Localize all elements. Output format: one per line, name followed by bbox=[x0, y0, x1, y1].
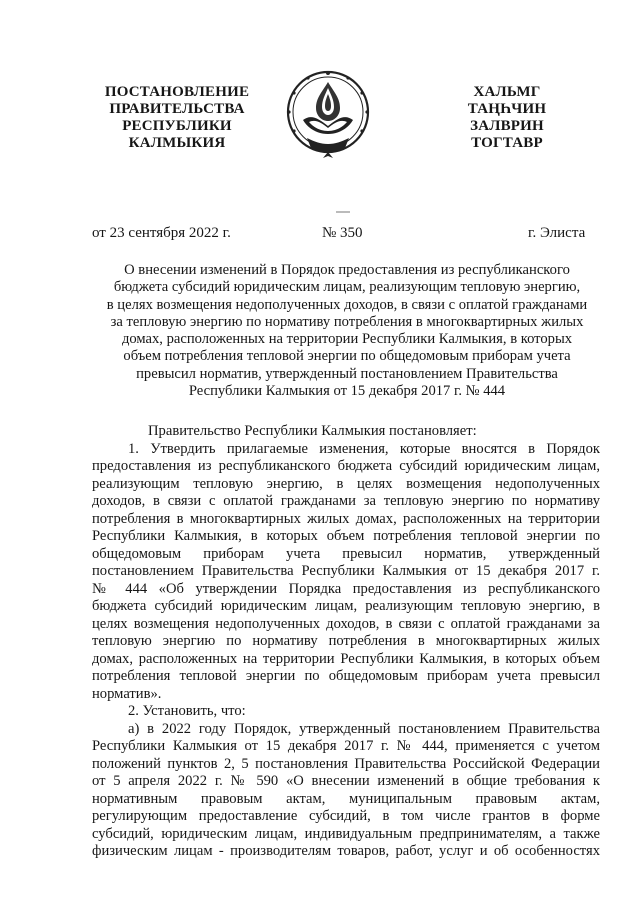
body-line: домах, расположенных на территории Республики Калмыкия, в которых объем bbox=[92, 650, 600, 667]
handwritten-mark bbox=[336, 211, 350, 213]
document-title bbox=[92, 262, 602, 400]
body-line: реализующим тепловую энергию, в целях возмещения недополученных bbox=[92, 475, 600, 492]
header-russian bbox=[92, 84, 262, 152]
body-line: нормативным правовым актам, муниципальным правовым актам, bbox=[92, 790, 600, 807]
body-line: общедомовым приборам учета превысил норматив, утвержденный bbox=[92, 545, 600, 562]
header-kalmyk-line: ТОГТАВР bbox=[471, 135, 543, 151]
document-number: № 350 bbox=[322, 225, 363, 241]
body-line: постановлением Правительства Республики Калмыкия от 15 декабря 2017 г. bbox=[92, 563, 600, 579]
body-line: а) в 2022 году Порядок, утвержденный постановлением Правительства bbox=[128, 720, 600, 737]
header-russian-line: КАЛМЫКИЯ bbox=[128, 135, 226, 151]
header-kalmyk-line: ХАЛЬМГ bbox=[473, 84, 541, 100]
title-line: Республики Калмыкия от 15 декабря 2017 г. № 444 bbox=[188, 383, 506, 400]
body-line: предоставления из республиканского бюджета субсидий юридическим лицам, bbox=[92, 458, 600, 474]
header-russian-line: ПРАВИТЕЛЬСТВА bbox=[109, 101, 245, 117]
body-line: № 444 «Об утверждении Порядка предоставления из республиканского bbox=[92, 580, 600, 597]
header-kalmyk-line: ТАҢҺЧИН bbox=[467, 101, 547, 117]
body-line: Республики Калмыкия, в которых объем потребления тепловой энергии по bbox=[92, 528, 600, 544]
title-line: превысил норматив, утвержденный постановлением Правительства bbox=[136, 365, 558, 382]
body-line: Правительство Республики Калмыкия постановляет: bbox=[148, 423, 477, 439]
body-line: целях возмещения недополученных доходов, в связи с оплатой гражданами за bbox=[92, 615, 600, 632]
body-line: Республики Калмыкия от 15 декабря 2017 г. № 444, применяется с учетом bbox=[92, 738, 600, 754]
kalmykia-coat-of-arms-icon bbox=[285, 68, 371, 160]
body-line: тепловую энергию по нормативу потребления в многоквартирных жилых bbox=[92, 633, 600, 649]
body-line: 2. Установить, что: bbox=[128, 703, 246, 719]
header-russian-line: РЕСПУБЛИКИ bbox=[122, 118, 232, 134]
title-line: О внесении изменений в Порядок предоставления из республиканского bbox=[124, 262, 570, 278]
body-line: потребления тепловой энергии по общедомовым приборам учета превысил bbox=[92, 668, 600, 684]
header-russian-line: ПОСТАНОВЛЕНИЕ bbox=[104, 84, 250, 100]
body-line: физическим лицам - производителям товаров, работ, услуг и об особенностях bbox=[92, 843, 600, 859]
body-line: от 5 апреля 2022 г. № 590 «О внесении изменений в общие требования к bbox=[92, 773, 600, 789]
body-line: положений пунктов 2, 5 постановления Правительства Российской Федерации bbox=[92, 755, 600, 772]
body-line: 1. Утвердить прилагаемые изменения, которые вносятся в Порядок bbox=[128, 440, 600, 457]
document-city: г. Элиста bbox=[528, 225, 586, 241]
body-line: бюджета субсидий юридическим лицам, реализующим тепловую энергию, в bbox=[92, 598, 600, 614]
header-kalmyk bbox=[452, 84, 562, 152]
document-body bbox=[92, 423, 600, 861]
title-line: за тепловую энергию по нормативу потребления в многоквартирных жилых bbox=[110, 313, 584, 330]
body-line: норматив». bbox=[92, 685, 162, 702]
document-date: от 23 сентября 2022 г. bbox=[92, 225, 231, 241]
body-line: субсидий, юридическим лицам, индивидуальным предпринимателям, а также bbox=[92, 825, 600, 842]
title-line: бюджета субсидий юридическим лицам, реализующим тепловую энергию, bbox=[113, 279, 581, 296]
body-line: потребления в многоквартирных жилых домах, расположенных на территории bbox=[92, 510, 600, 527]
title-line: домах, расположенных на территории Республики Калмыкия, в которых bbox=[121, 331, 573, 348]
header-kalmyk-line: ЗАЛВРИН bbox=[470, 118, 544, 134]
body-line: доходов, в связи с оплатой гражданами за тепловую энергию по нормативу bbox=[92, 493, 600, 509]
title-line: объем потребления тепловой энергии по общедомовым приборам учета bbox=[123, 348, 571, 365]
body-line: регулирующим предоставление субсидий, в том числе грантов в форме bbox=[92, 808, 600, 824]
title-line: в целях возмещения недополученных доходов, в связи с оплатой гражданами bbox=[106, 296, 588, 313]
